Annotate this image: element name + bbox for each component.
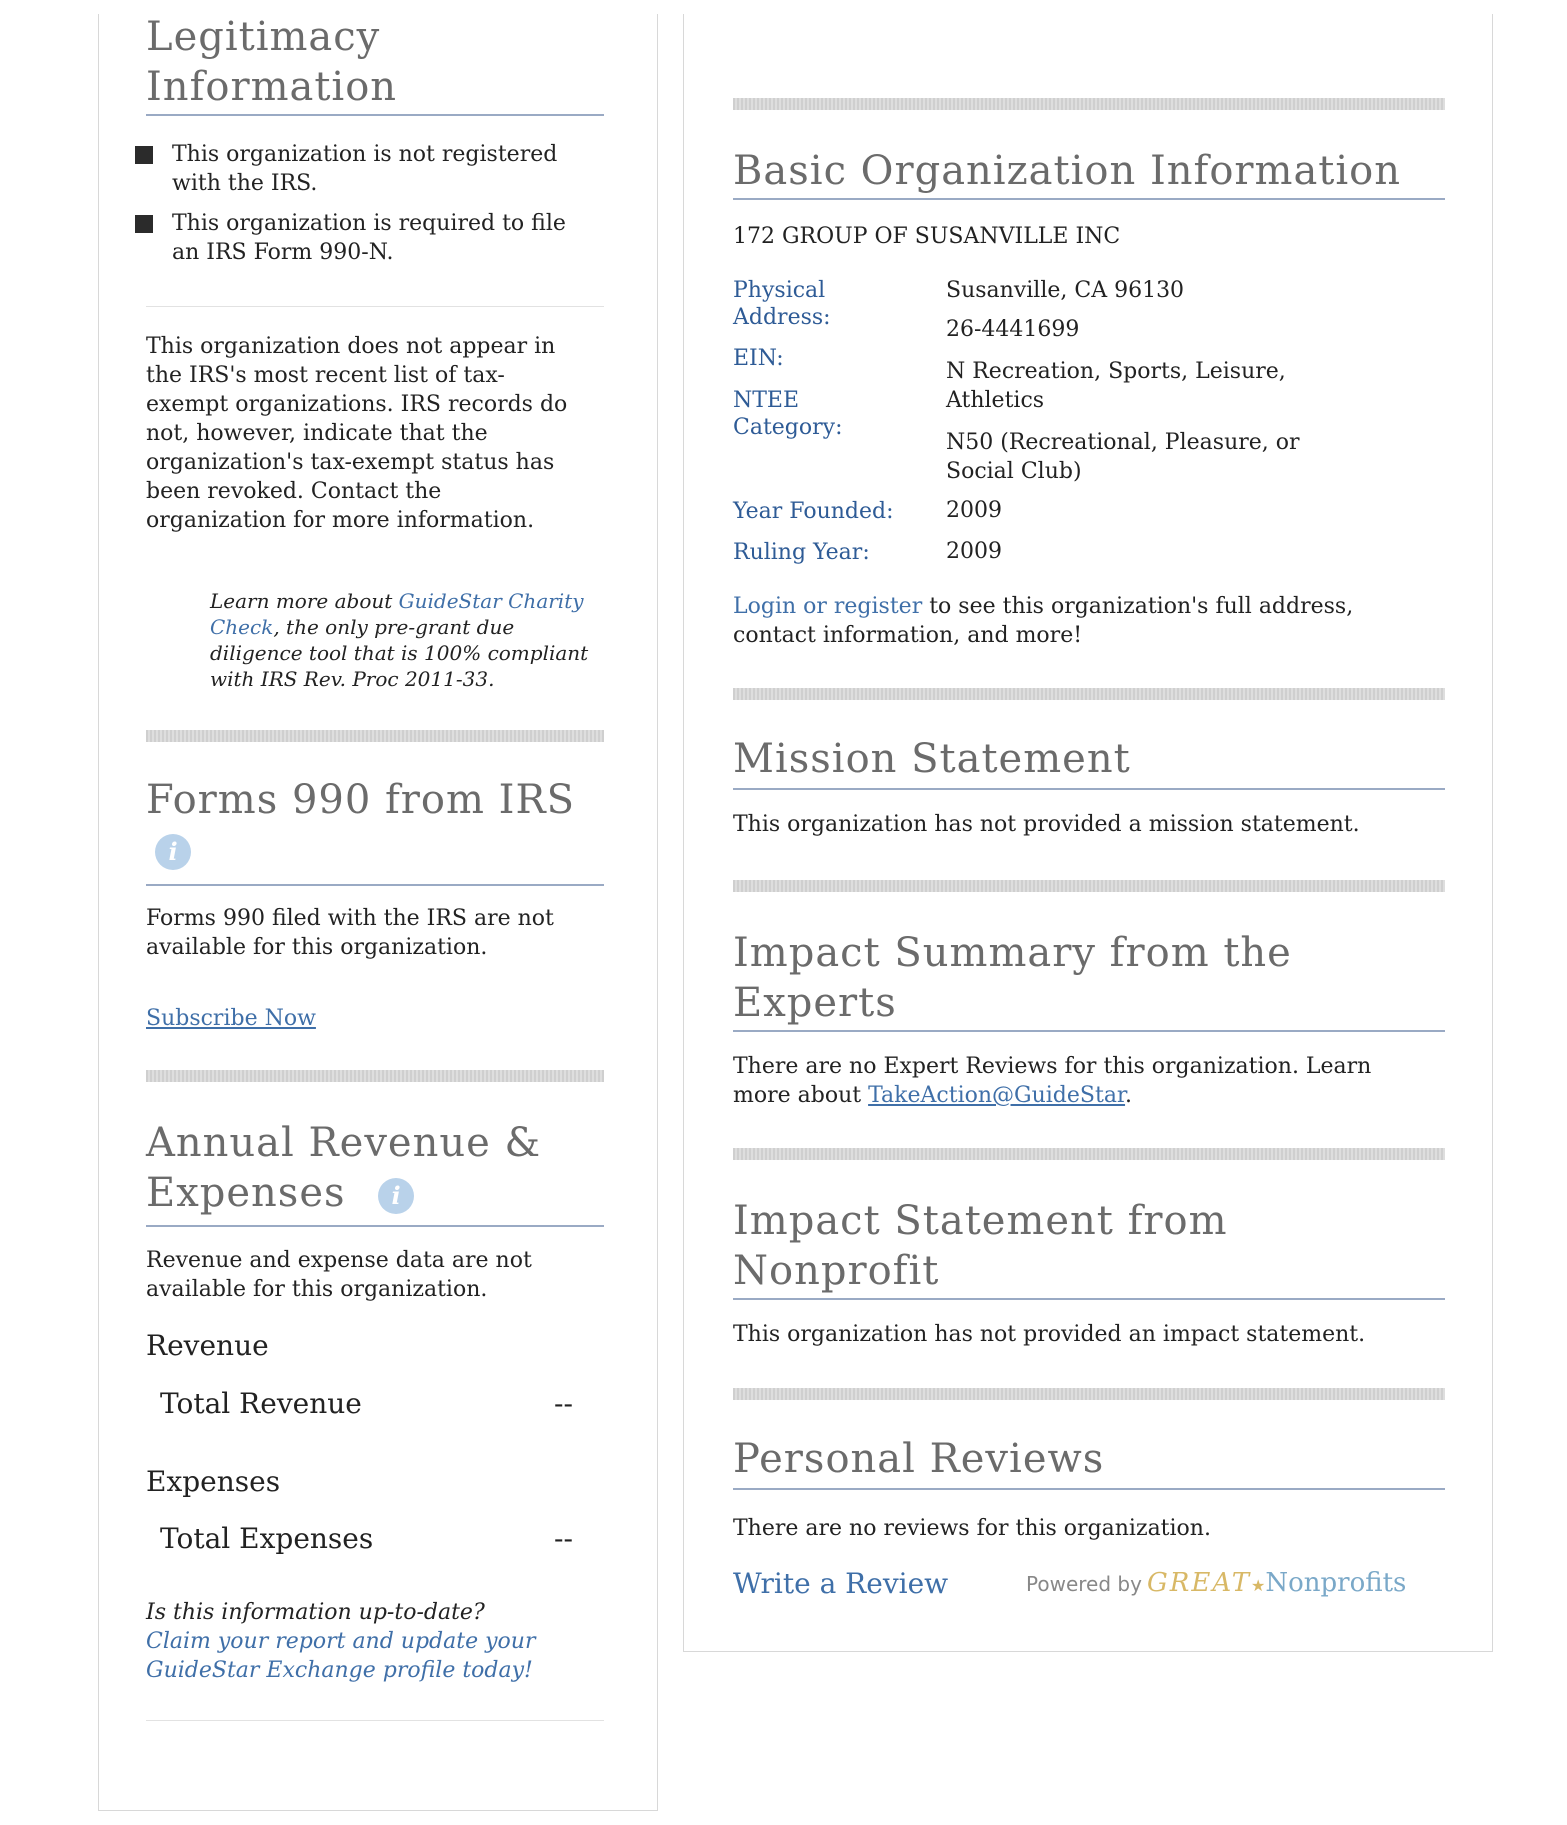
claim-report-link[interactable]: GuideStar Exchange profile today! xyxy=(146,1658,533,1683)
guidestar-charity-check-link[interactable]: GuideStar Charity xyxy=(398,589,584,613)
total-revenue-label: Total Revenue xyxy=(160,1387,362,1420)
section-separator xyxy=(146,730,604,742)
section-separator xyxy=(733,98,1445,110)
forms990-title: Forms 990 from IRS xyxy=(146,777,575,823)
legitimacy-title: Legitimacy Information xyxy=(146,14,398,110)
divider xyxy=(146,306,604,307)
total-expenses-label: Total Expenses xyxy=(160,1522,374,1555)
section-separator xyxy=(733,1148,1445,1160)
forms990-title-rule xyxy=(146,884,604,886)
section-separator xyxy=(733,1388,1445,1400)
bullet-square-icon xyxy=(135,215,153,233)
ein-label: EIN: xyxy=(733,346,784,371)
learn-more-charity-check: Learn more about GuideStar Charity Check, the only pre-grant due diligence tool that is 100% compliant with IRS Rev. Proc 2011-33. xyxy=(210,589,589,691)
legitimacy-title-rule xyxy=(146,114,604,116)
basic-info-title: Basic Organization Information xyxy=(733,148,1402,194)
revenue-title: Annual Revenue & Expenses xyxy=(146,1120,542,1216)
reviews-title: Personal Reviews xyxy=(733,1436,1105,1482)
star-icon: ★ xyxy=(1251,1576,1266,1595)
takeaction-guidestar-link[interactable]: TakeAction@GuideStar xyxy=(868,1083,1126,1108)
revenue-heading: Revenue xyxy=(146,1329,269,1362)
section-separator xyxy=(733,880,1445,892)
physical-address-value: Susanville, CA 96130 xyxy=(946,278,1185,303)
impact-summary-title-rule xyxy=(733,1030,1445,1032)
physical-address-label: Physical Address: xyxy=(733,278,831,330)
ntee-value-2: N50 (Recreational, Pleasure, or Social Club) xyxy=(946,430,1300,484)
mission-title: Mission Statement xyxy=(733,736,1131,782)
org-name: 172 GROUP OF SUSANVILLE INC xyxy=(733,224,1121,249)
ein-value: 26-4441699 xyxy=(946,317,1080,342)
forms990-text: Forms 990 filed with the IRS are not available for this organization. xyxy=(146,906,554,960)
info-icon[interactable]: i xyxy=(155,834,191,870)
impact-statement-title: Impact Statement from Nonprofit xyxy=(733,1198,1228,1294)
section-separator xyxy=(146,1070,604,1082)
impact-summary-text: There are no Expert Reviews for this organization. Learn more about TakeAction@GuideStar. xyxy=(733,1054,1372,1108)
ntee-category-label: NTEE Category: xyxy=(733,388,843,440)
reviews-text: There are no reviews for this organization. xyxy=(733,1516,1211,1541)
reviews-title-rule xyxy=(733,1488,1445,1490)
write-review-link[interactable]: Write a Review xyxy=(733,1567,949,1600)
ruling-year-value: 2009 xyxy=(946,539,1002,564)
ntee-value-1: N Recreation, Sports, Leisure, Athletics xyxy=(946,359,1286,413)
divider xyxy=(146,1720,604,1721)
impact-statement-text: This organization has not provided an impact statement. xyxy=(733,1322,1366,1347)
login-prompt: Login or register to see this organization's full address, contact information, and more! xyxy=(733,594,1354,648)
total-expenses-value: -- xyxy=(554,1522,573,1555)
great-nonprofits-badge[interactable]: Powered by GREAT★Nonprofits xyxy=(1026,1568,1407,1598)
legitimacy-bullet-2: This organization is required to file an IRS Form 990-N. xyxy=(172,211,566,265)
year-founded-value: 2009 xyxy=(946,498,1002,523)
mission-title-rule xyxy=(733,788,1445,790)
great-nonprofits-logo: GREAT xyxy=(1147,1568,1252,1598)
claim-report: Is this information up-to-date? Claim your report and update your GuideStar Exchange profile today! xyxy=(146,1598,606,1685)
impact-summary-title: Impact Summary from the Experts xyxy=(733,930,1292,1026)
ruling-year-label: Ruling Year: xyxy=(733,540,870,565)
info-icon[interactable]: i xyxy=(378,1178,414,1214)
impact-statement-title-rule xyxy=(733,1298,1445,1300)
revenue-title-rule xyxy=(146,1225,604,1227)
section-separator xyxy=(733,688,1445,700)
guidestar-charity-check-link[interactable]: Check xyxy=(210,615,274,639)
basic-info-title-rule xyxy=(733,198,1445,200)
expenses-heading: Expenses xyxy=(146,1465,281,1498)
year-founded-label: Year Founded: xyxy=(733,499,894,524)
legitimacy-paragraph: This organization does not appear in the IRS's most recent list of tax- exempt organizations. IRS records do not, however, indicate that the organization's tax-exempt status has been revoked. Contact the organization for more information. xyxy=(146,334,568,533)
bullet-square-icon xyxy=(135,146,153,164)
claim-report-link[interactable]: Claim your report and update your xyxy=(146,1629,536,1654)
legitimacy-bullet-1: This organization is not registered with the IRS. xyxy=(172,142,558,196)
total-revenue-value: -- xyxy=(554,1387,573,1420)
revenue-text: Revenue and expense data are not available for this organization. xyxy=(146,1248,532,1302)
login-register-link[interactable]: Login or register xyxy=(733,594,923,619)
subscribe-now-link[interactable]: Subscribe Now xyxy=(146,1006,316,1031)
mission-text: This organization has not provided a mission statement. xyxy=(733,812,1360,837)
